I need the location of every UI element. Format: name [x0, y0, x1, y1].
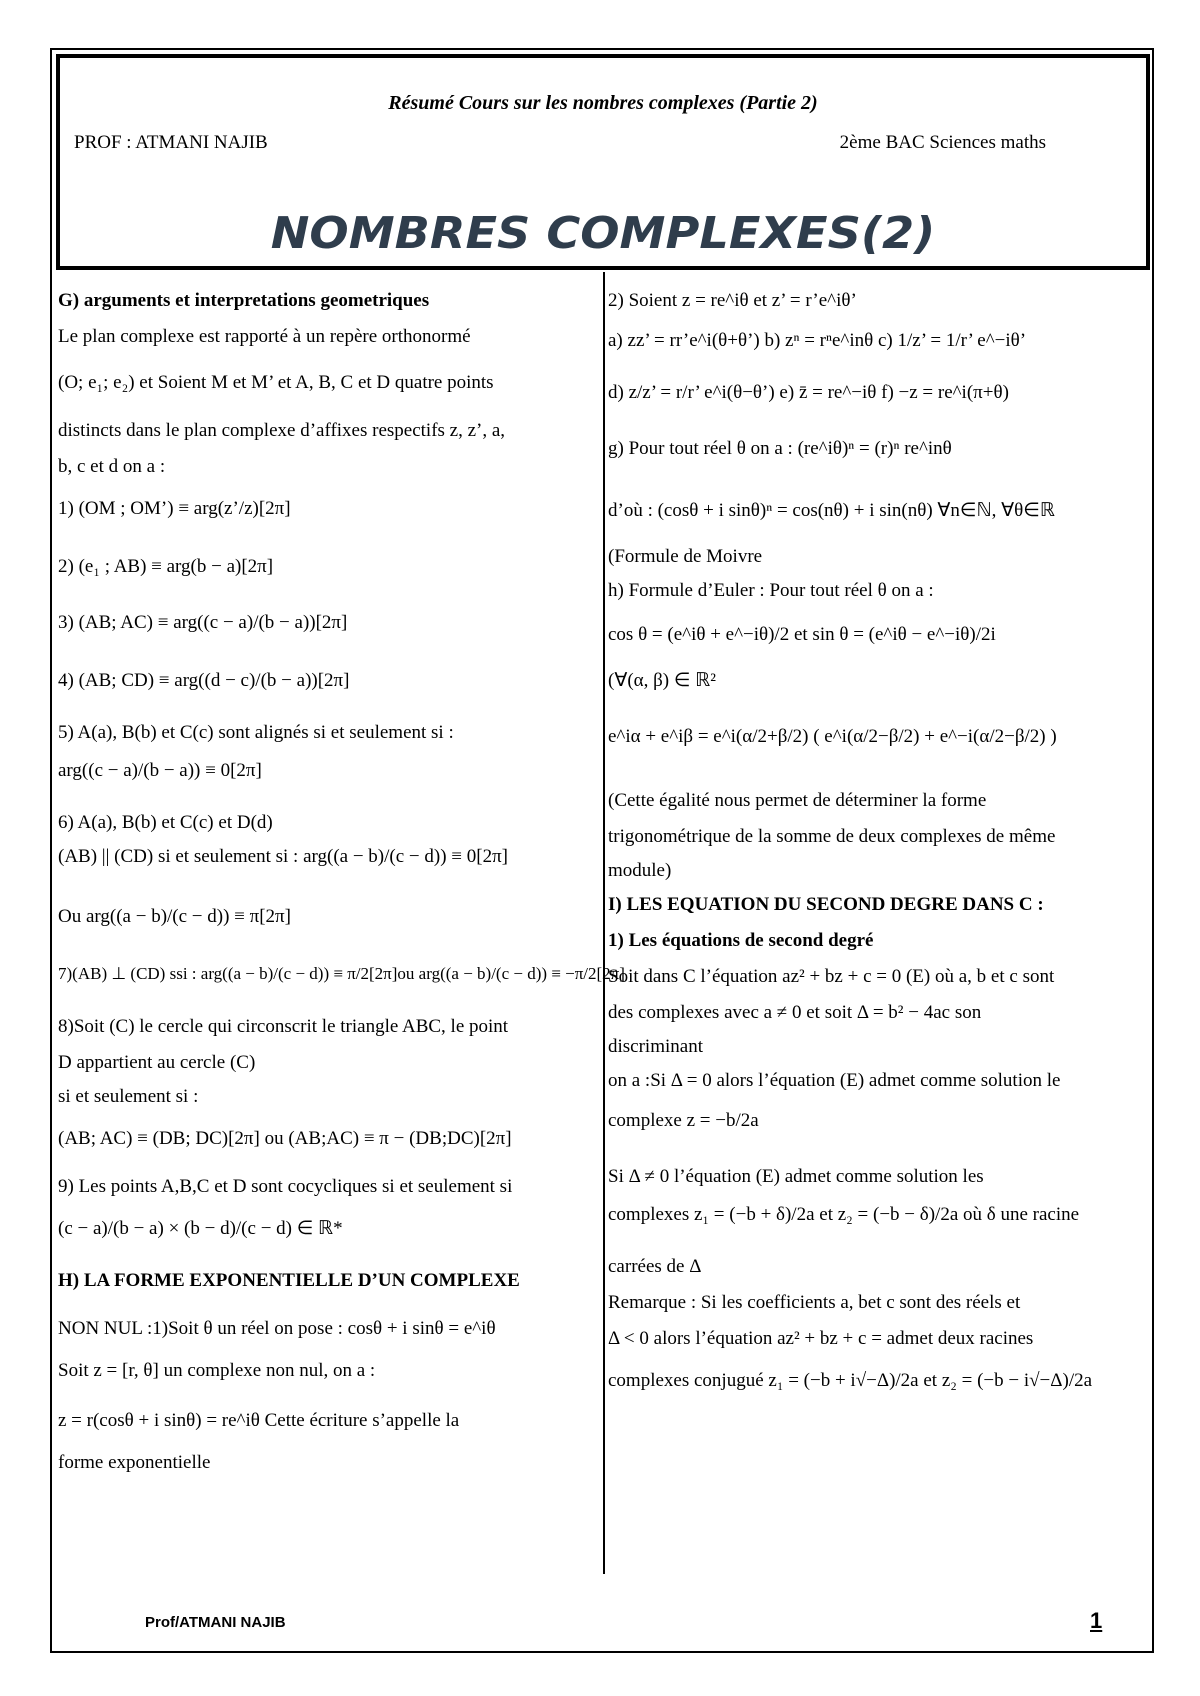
property-4: 4) (AB; CD) ≡ arg((d − c)/(b − a))[2π] [58, 670, 350, 691]
remark-heading: Remarque : Si les coefficients a, bet c sont des réels et [608, 1292, 1021, 1313]
equation-line: des complexes avec a ≠ 0 et soit Δ = b² − 4ac son [608, 1002, 982, 1023]
euler-intro: h) Formule d’Euler : Pour tout réel θ on a : [608, 580, 934, 601]
prop-2-g: g) Pour tout réel θ on a : (re^iθ)ⁿ = (r)ⁿ re^inθ [608, 438, 952, 459]
property-8-line: D appartient au cercle (C) [58, 1052, 256, 1073]
prop-2-intro: 2) Soient z = re^iθ et z’ = r’e^iθ’ [608, 290, 857, 311]
exp-definition: NON NUL :1)Soit θ un réel on pose : cosθ + i sinθ = e^iθ [58, 1318, 496, 1339]
prop-2-abc: a) zz’ = rr’e^i(θ+θ’) b) zⁿ = rⁿe^inθ c) 1/z’ = 1/r’ e^−iθ’ [608, 330, 1027, 351]
section-g-heading: G) arguments et interpretations geometriques [58, 290, 430, 311]
equation-line: on a :Si Δ = 0 alors l’équation (E) admet comme solution le [608, 1070, 1061, 1091]
equation-line: discriminant [608, 1036, 703, 1057]
property-9: 9) Les points A,B,C et D sont cocycliques si et seulement si [58, 1176, 513, 1197]
class-level: 2ème BAC Sciences maths [839, 132, 1046, 153]
course-subtitle: Résumé Cours sur les nombres complexes (Partie 2) [388, 92, 818, 114]
equation-line: carrées de Δ [608, 1256, 702, 1277]
prop-2-def: d) z/z’ = r/r’ e^i(θ−θ’) e) z̄ = re^−iθ f) −z = re^i(π+θ) [608, 382, 1009, 403]
moivre-formula: d’où : (cosθ + i sinθ)ⁿ = cos(nθ) + i sin(nθ) ∀n∈ℕ, ∀θ∈ℝ [608, 500, 1055, 521]
forall-line: (∀(α, β) ∈ ℝ² [608, 670, 716, 691]
exp-line: forme exponentielle [58, 1452, 211, 1473]
property-3: 3) (AB; AC) ≡ arg((c − a)/(b − a))[2π] [58, 612, 348, 633]
remark-line: trigonométrique de la somme de deux complexes de même [608, 826, 1056, 847]
property-8-formula: (AB; AC) ≡ (DB; DC)[2π] ou (AB;AC) ≡ π − (DB;DC)[2π] [58, 1128, 512, 1149]
equation-line: complexe z = −b/2a [608, 1110, 759, 1131]
property-2: 2) (e₁ ; AB) ≡ arg(b − a)[2π] [58, 556, 274, 577]
equation-line: complexes z₁ = (−b + δ)/2a et z₂ = (−b − δ)/2a où δ une racine [608, 1204, 1080, 1225]
property-5: 5) A(a), B(b) et C(c) sont alignés si et seulement si : [58, 722, 454, 743]
remark-line: (Cette égalité nous permet de déterminer la forme [608, 790, 987, 811]
footer-author: Prof/ATMANI NAJIB [145, 1614, 286, 1631]
equation-line: complexes conjugué z₁ = (−b + i√−Δ)/2a et z₂ = (−b − i√−Δ)/2a [608, 1370, 1093, 1391]
page-title: NOMBRES COMPLEXES(2) [270, 208, 936, 259]
exp-line: Soit z = [r, θ] un complexe non nul, on a : [58, 1360, 376, 1381]
sum-formula: e^iα + e^iβ = e^i(α/2+β/2) ( e^i(α/2−β/2) + e^−i(α/2−β/2) ) [608, 726, 1057, 747]
remark-line: module) [608, 860, 672, 881]
property-5-formula: arg((c − a)/(b − a)) ≡ 0[2π] [58, 760, 262, 781]
property-9-formula: (c − a)/(b − a) × (b − d)/(c − d) ∈ ℝ* [58, 1218, 343, 1239]
property-6-alt: Ou arg((a − b)/(c − d)) ≡ π[2π] [58, 906, 291, 927]
equation-line: Δ < 0 alors l’équation az² + bz + c = admet deux racines [608, 1328, 1034, 1349]
header-box [56, 54, 1150, 270]
intro-line: distincts dans le plan complexe d’affixes respectifs z, z’, a, [58, 420, 506, 441]
section-h-heading: H) LA FORME EXPONENTIELLE D’UN COMPLEXE [58, 1270, 520, 1291]
property-8: 8)Soit (C) le cercle qui circonscrit le triangle ABC, le point [58, 1016, 509, 1037]
exp-line: z = r(cosθ + i sinθ) = re^iθ Cette écriture s’appelle la [58, 1410, 460, 1431]
moivre-label: (Formule de Moivre [608, 546, 763, 567]
euler-formula: cos θ = (e^iθ + e^−iθ)/2 et sin θ = (e^iθ − e^−iθ)/2i [608, 624, 996, 645]
teacher-name: PROF : ATMANI NAJIB [74, 132, 268, 153]
property-6: 6) A(a), B(b) et C(c) et D(d) [58, 812, 273, 833]
property-6-formula: (AB) || (CD) si et seulement si : arg((a − b)/(c − d)) ≡ 0[2π] [58, 846, 508, 867]
property-1: 1) (OM ; OM’) ≡ arg(z’/z)[2π] [58, 498, 291, 519]
intro-line: Le plan complexe est rapporté à un repère orthonormé [58, 326, 471, 347]
page-number: 1 [1090, 1608, 1103, 1633]
section-i-heading: I) LES EQUATION DU SECOND DEGRE DANS C : [608, 894, 1044, 915]
column-divider [603, 272, 605, 1574]
equation-line: Soit dans C l’équation az² + bz + c = 0 (E) où a, b et c sont [608, 966, 1055, 987]
property-7: 7)(AB) ⊥ (CD) ssi : arg((a − b)/(c − d)) ≡ π/2[2π]ou arg((a − b)/(c − d)) ≡ −π/2[2π] [58, 964, 625, 983]
intro-line: b, c et d on a : [58, 456, 166, 477]
intro-line: (O; e₁; e₂) et Soient M et M’ et A, B, C et D quatre points [58, 372, 494, 393]
subsection-heading: 1) Les équations de second degré [608, 930, 874, 951]
property-8-line: si et seulement si : [58, 1086, 199, 1107]
equation-line: Si Δ ≠ 0 l’équation (E) admet comme solution les [608, 1166, 984, 1187]
